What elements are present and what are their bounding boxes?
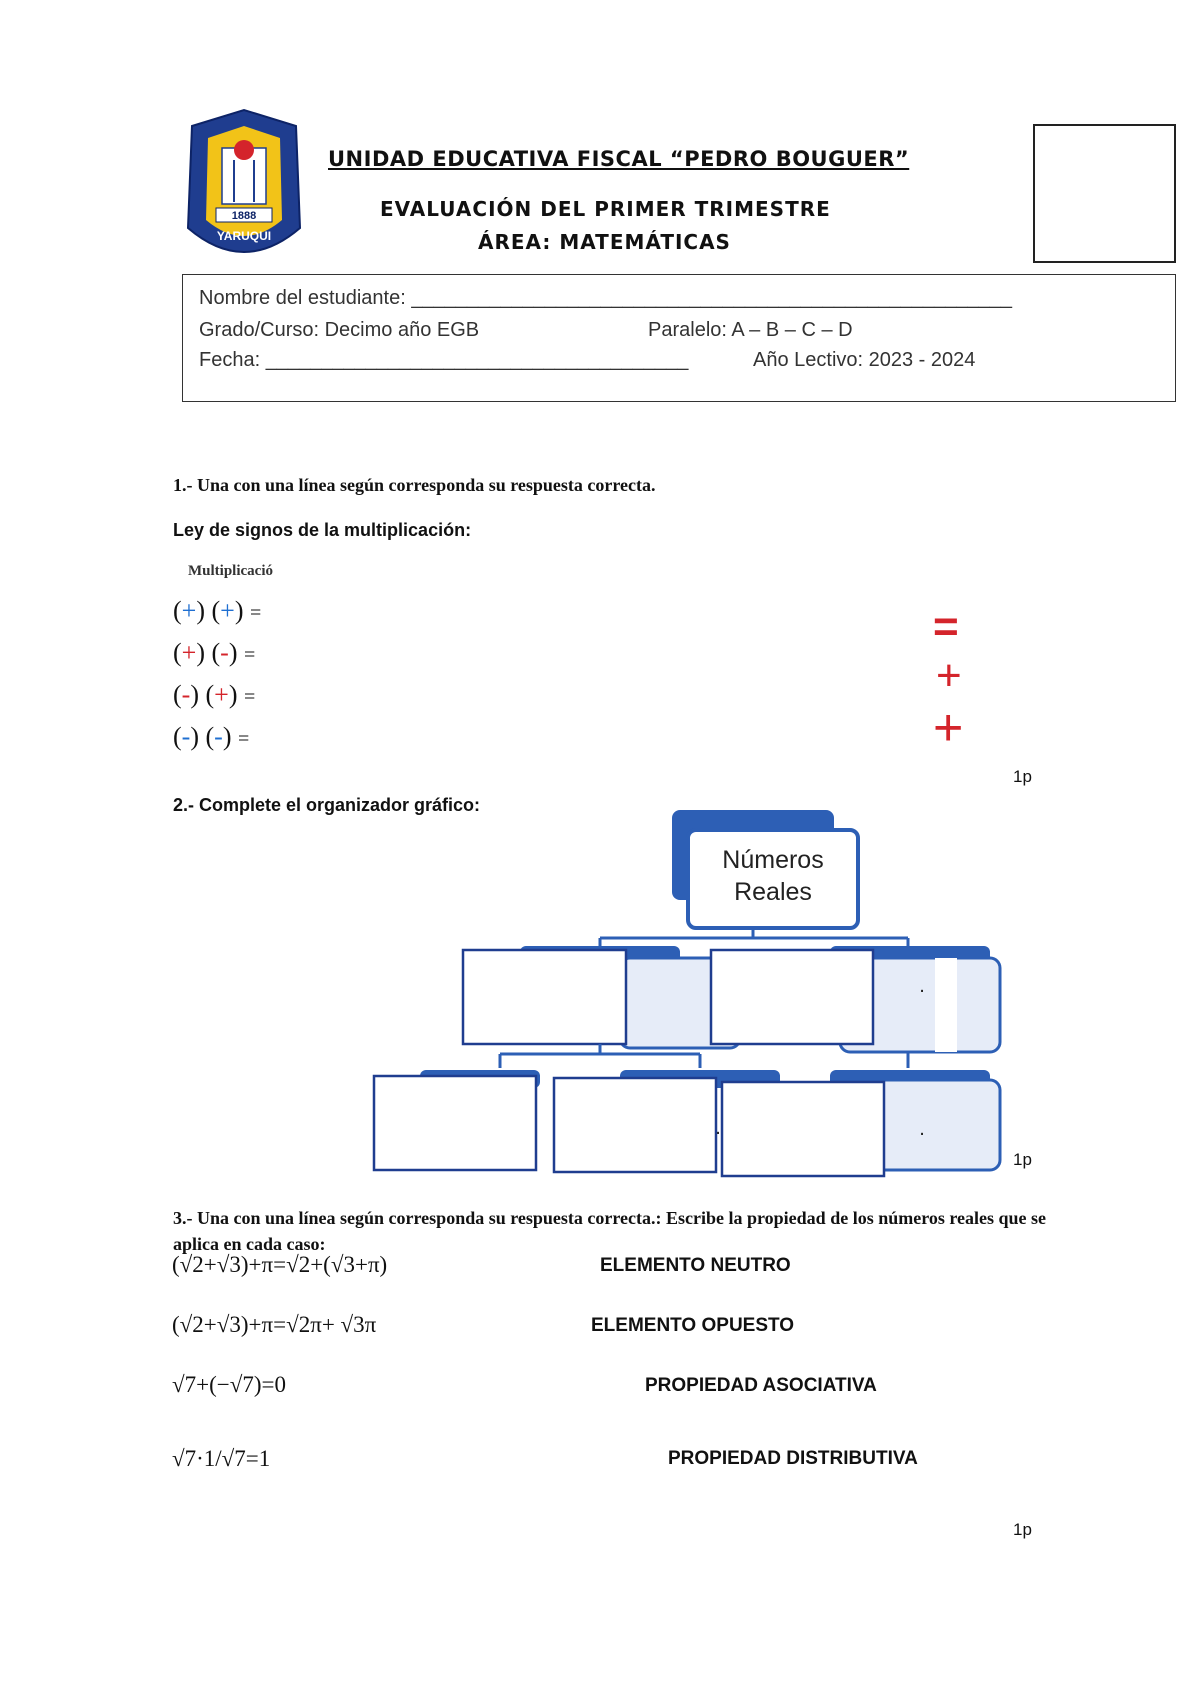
sign-a: + <box>181 596 197 625</box>
equals: = <box>250 602 262 624</box>
logo-city: YARUQUI <box>216 229 272 243</box>
paralelo-label: Paralelo: A – B – C – D <box>648 319 853 341</box>
multiplication-label: Multiplicació <box>188 563 273 579</box>
question-2-title: 2.- Complete el organizador gráfico: <box>173 795 481 815</box>
answer-box[interactable] <box>554 1078 716 1172</box>
evaluation-title: EVALUACIÓN DEL PRIMER TRIMESTRE <box>380 197 831 221</box>
property-label[interactable]: PROPIEDAD ASOCIATIVA <box>645 1375 877 1396</box>
root-node-line1: Números <box>722 846 824 874</box>
answer-box[interactable] <box>711 950 873 1044</box>
answer-sign[interactable]: + <box>936 651 962 700</box>
math-expression: √7+(−√7)=0 <box>172 1372 286 1397</box>
sign-row: (-) (-) = <box>173 722 250 751</box>
sign-row: (-) (+) = <box>173 680 256 709</box>
sign-b: - <box>214 722 223 751</box>
date-field[interactable]: Fecha: ______________________________________ <box>199 349 689 371</box>
root-node-line2: Reales <box>734 878 812 906</box>
property-label[interactable]: PROPIEDAD DISTRIBUTIVA <box>668 1448 918 1469</box>
equals: = <box>244 686 256 708</box>
school-logo <box>178 108 310 266</box>
property-label[interactable]: ELEMENTO NEUTRO <box>600 1255 791 1276</box>
math-expression: (√2+√3)+π=√2π+ √3π <box>172 1312 377 1337</box>
math-expression: (√2+√3)+π=√2+(√3+π) <box>172 1252 388 1277</box>
node-cut <box>935 958 957 1052</box>
answer-box[interactable] <box>374 1076 536 1170</box>
answer-box[interactable] <box>722 1082 884 1176</box>
sign-b: + <box>220 596 235 625</box>
student-name-field[interactable]: Nombre del estudiante: ______________________________________________________ <box>199 287 1012 309</box>
sign-a: + <box>181 638 197 667</box>
question-1-title: 1.- Una con una línea según corresponda su respuesta correcta. <box>173 475 656 495</box>
score-label: 1p <box>1013 1150 1032 1169</box>
area-title: ÁREA: MATEMÁTICAS <box>478 230 731 254</box>
sign-a: - <box>181 680 191 709</box>
organizer-diagram <box>360 810 1020 1180</box>
node-dot: . <box>919 1118 925 1140</box>
answer-box[interactable] <box>463 950 626 1044</box>
student-info-box <box>182 274 1176 402</box>
sign-a: - <box>181 722 191 751</box>
property-label[interactable]: ELEMENTO OPUESTO <box>591 1315 795 1336</box>
score-label: 1p <box>1013 767 1032 786</box>
sign-row: (+) (-) = <box>173 638 256 667</box>
sign-b: + <box>214 680 229 709</box>
answer-sign[interactable]: = <box>933 602 959 651</box>
score-label: 1p <box>1013 1520 1032 1539</box>
math-expression: √7·1/√7=1 <box>172 1446 271 1471</box>
node-dot: . <box>715 1117 721 1139</box>
logo-year: 1888 <box>231 210 257 222</box>
question-3-title: 3.- Una con una línea según corresponda su respuesta correcta.: Escribe la propiedad de los números reales que se aplica en cada caso: <box>173 1208 1047 1254</box>
sign-row: (+) (+) = <box>173 596 262 625</box>
school-name: UNIDAD EDUCATIVA FISCAL “PEDRO BOUGUER” <box>328 147 910 171</box>
grade-label: Grado/Curso: Decimo año EGB <box>199 319 480 341</box>
photo-box <box>1033 124 1176 263</box>
node-dot: . <box>919 975 925 997</box>
question-1-subtitle: Ley de signos de la multiplicación: <box>173 520 472 540</box>
school-year-label: Año Lectivo: 2023 - 2024 <box>753 349 976 371</box>
equals: = <box>244 644 256 666</box>
answer-sign[interactable]: + <box>933 699 964 757</box>
equals: = <box>238 728 250 750</box>
sign-b: - <box>220 638 229 667</box>
